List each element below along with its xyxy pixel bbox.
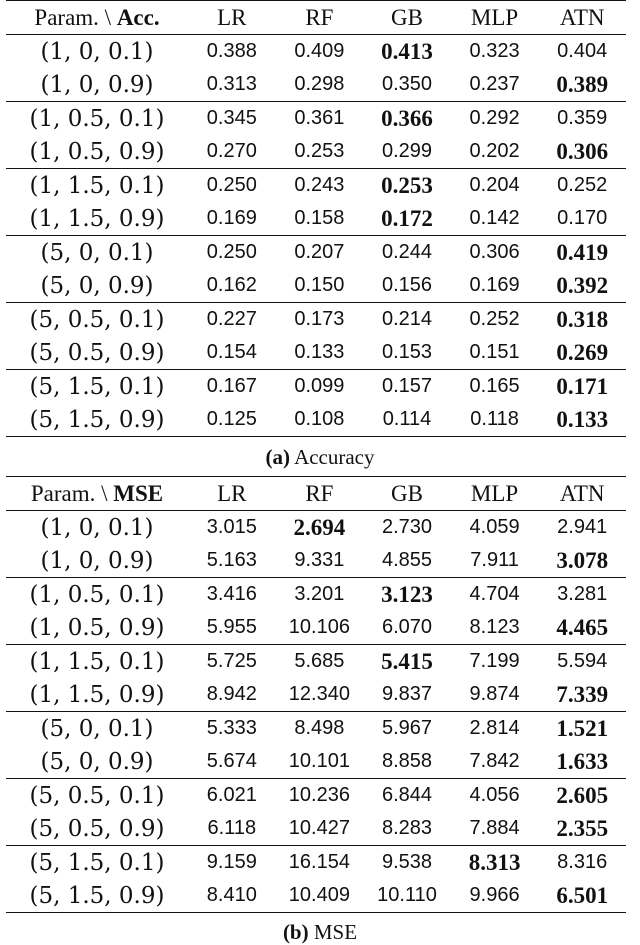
value-cell: 8.858 bbox=[381, 750, 433, 772]
value-cell: 9.331 bbox=[294, 549, 345, 571]
table-row bbox=[6, 269, 626, 303]
param-cell: (5, 0, 0.9) bbox=[40, 272, 154, 299]
value-cell: 0.388 bbox=[206, 40, 257, 62]
accuracy-header-row bbox=[6, 1, 626, 35]
mse-caption bbox=[0, 920, 640, 945]
value-cell: 0.306 bbox=[469, 241, 520, 263]
value-cell: 0.099 bbox=[294, 375, 345, 397]
value-cell: 0.214 bbox=[381, 308, 433, 330]
value-cell: 5.967 bbox=[381, 717, 433, 739]
param-cell: (5, 0, 0.1) bbox=[40, 715, 154, 742]
value-cell: 0.270 bbox=[206, 140, 257, 162]
column-header-mlp: MLP bbox=[470, 4, 519, 30]
value-cell: 10.427 bbox=[288, 817, 350, 839]
value-cell: 4.704 bbox=[469, 583, 520, 605]
value-cell: 5.333 bbox=[206, 717, 257, 739]
value-cell: 0.165 bbox=[469, 375, 520, 397]
param-cell: (5, 0.5, 0.9) bbox=[29, 339, 165, 366]
param-cell: (1, 0, 0.9) bbox=[40, 71, 154, 98]
value-cell: 0.154 bbox=[206, 341, 257, 363]
best-value-cell: 0.318 bbox=[556, 306, 609, 332]
table-row bbox=[6, 336, 626, 370]
value-cell: 4.059 bbox=[469, 516, 520, 538]
value-cell: 4.056 bbox=[469, 784, 520, 806]
best-value-cell: 0.269 bbox=[556, 339, 609, 365]
table-row bbox=[6, 511, 626, 545]
column-header-gb: GB bbox=[391, 4, 423, 30]
value-cell: 0.150 bbox=[294, 274, 345, 296]
best-value-cell: 4.465 bbox=[556, 614, 609, 640]
param-cell: (5, 1.5, 0.9) bbox=[29, 406, 165, 433]
best-value-cell: 0.171 bbox=[556, 373, 609, 399]
value-cell: 0.169 bbox=[206, 207, 257, 229]
value-cell: 8.410 bbox=[206, 884, 257, 906]
param-cell: (5, 0.5, 0.1) bbox=[29, 306, 165, 333]
value-cell: 0.204 bbox=[469, 174, 520, 196]
column-header-atn: ATN bbox=[559, 480, 605, 506]
value-cell: 10.106 bbox=[288, 616, 350, 638]
value-cell: 0.158 bbox=[294, 207, 345, 229]
best-value-cell: 2.355 bbox=[556, 815, 609, 841]
column-header-gb: GB bbox=[391, 480, 423, 506]
table-row bbox=[6, 611, 626, 645]
table-row bbox=[6, 202, 626, 236]
value-cell: 2.941 bbox=[557, 516, 608, 538]
value-cell: 0.252 bbox=[557, 174, 608, 196]
table-row bbox=[6, 645, 626, 679]
value-cell: 0.156 bbox=[381, 274, 433, 296]
column-header-rf: RF bbox=[305, 480, 334, 506]
best-value-cell: 3.123 bbox=[381, 581, 433, 607]
table-row bbox=[6, 68, 626, 102]
best-value-cell: 0.306 bbox=[556, 138, 609, 164]
table-row bbox=[6, 35, 626, 69]
value-cell: 0.253 bbox=[294, 140, 345, 162]
table-row bbox=[6, 578, 626, 612]
param-cell: (5, 0.5, 0.9) bbox=[29, 815, 165, 842]
value-cell: 3.416 bbox=[206, 583, 257, 605]
param-header bbox=[6, 1, 188, 35]
value-cell: 0.125 bbox=[206, 408, 257, 430]
table-row bbox=[6, 544, 626, 578]
table-row bbox=[6, 236, 626, 270]
value-cell: 0.151 bbox=[469, 341, 520, 363]
value-cell: 5.594 bbox=[557, 650, 608, 672]
value-cell: 10.409 bbox=[288, 884, 350, 906]
value-cell: 8.123 bbox=[469, 616, 520, 638]
table-row bbox=[6, 712, 626, 746]
table-row bbox=[6, 678, 626, 712]
value-cell: 0.114 bbox=[382, 408, 432, 430]
value-cell: 8.283 bbox=[381, 817, 433, 839]
value-cell: 5.725 bbox=[206, 650, 257, 672]
best-value-cell: 0.419 bbox=[556, 239, 609, 265]
best-value-cell: 0.413 bbox=[381, 38, 433, 64]
value-cell: 0.243 bbox=[294, 174, 345, 196]
best-value-cell: 0.389 bbox=[556, 71, 609, 97]
caption-label: (b) bbox=[282, 920, 309, 944]
value-cell: 0.108 bbox=[294, 408, 345, 430]
value-cell: 7.884 bbox=[469, 817, 520, 839]
best-value-cell: 5.415 bbox=[381, 648, 433, 674]
value-cell: 0.118 bbox=[470, 408, 519, 430]
param-cell: (1, 0, 0.1) bbox=[40, 514, 154, 541]
param-cell: (5, 0, 0.9) bbox=[40, 748, 154, 775]
caption-text: MSE bbox=[313, 920, 358, 944]
table-row bbox=[6, 879, 626, 913]
param-cell: (5, 0.5, 0.1) bbox=[29, 782, 165, 809]
value-cell: 5.685 bbox=[294, 650, 345, 672]
column-header-lr: LR bbox=[217, 4, 247, 30]
value-cell: 0.202 bbox=[469, 140, 520, 162]
value-cell: 5.955 bbox=[206, 616, 257, 638]
value-cell: 8.498 bbox=[294, 717, 345, 739]
value-cell: 6.070 bbox=[381, 616, 433, 638]
best-value-cell: 8.313 bbox=[468, 849, 521, 875]
value-cell: 8.316 bbox=[557, 851, 608, 873]
value-cell: 9.159 bbox=[206, 851, 257, 873]
value-cell: 0.313 bbox=[206, 73, 257, 95]
value-cell: 0.169 bbox=[469, 274, 520, 296]
mse-header-row bbox=[6, 477, 626, 511]
table-row bbox=[6, 102, 626, 136]
value-cell: 9.538 bbox=[381, 851, 433, 873]
value-cell: 0.227 bbox=[206, 308, 257, 330]
metric-header-label: Acc. bbox=[116, 4, 160, 30]
column-header-lr: LR bbox=[217, 480, 247, 506]
table-row bbox=[6, 169, 626, 203]
value-cell: 0.237 bbox=[469, 73, 520, 95]
best-value-cell: 1.633 bbox=[556, 748, 609, 774]
value-cell: 0.133 bbox=[294, 341, 345, 363]
value-cell: 0.250 bbox=[206, 241, 257, 263]
value-cell: 10.110 bbox=[377, 884, 437, 906]
value-cell: 9.837 bbox=[381, 683, 433, 705]
best-value-cell: 0.253 bbox=[381, 172, 433, 198]
value-cell: 2.814 bbox=[469, 717, 520, 739]
best-value-cell: 0.133 bbox=[556, 406, 609, 432]
value-cell: 0.250 bbox=[206, 174, 257, 196]
value-cell: 0.244 bbox=[381, 241, 433, 263]
value-cell: 0.207 bbox=[294, 241, 345, 263]
accuracy-caption bbox=[0, 445, 640, 470]
table-row bbox=[6, 745, 626, 779]
value-cell: 0.345 bbox=[206, 107, 257, 129]
table-row bbox=[6, 303, 626, 337]
value-cell: 0.359 bbox=[557, 107, 608, 129]
caption-text: Accuracy bbox=[294, 445, 375, 469]
value-cell: 5.674 bbox=[206, 750, 257, 772]
value-cell: 0.404 bbox=[557, 40, 608, 62]
table-row bbox=[6, 812, 626, 846]
value-cell: 9.874 bbox=[469, 683, 520, 705]
table-row bbox=[6, 135, 626, 169]
table-row bbox=[6, 779, 626, 813]
value-cell: 9.966 bbox=[469, 884, 520, 906]
value-cell: 0.142 bbox=[469, 207, 520, 229]
value-cell: 0.167 bbox=[206, 375, 257, 397]
param-cell: (1, 0, 0.9) bbox=[40, 547, 154, 574]
mse-table bbox=[6, 476, 626, 913]
value-cell: 2.730 bbox=[381, 516, 433, 538]
value-cell: 7.199 bbox=[469, 650, 520, 672]
table-row bbox=[6, 370, 626, 404]
value-cell: 0.409 bbox=[294, 40, 345, 62]
accuracy-table bbox=[6, 0, 626, 437]
value-cell: 0.173 bbox=[294, 308, 345, 330]
value-cell: 3.281 bbox=[557, 583, 608, 605]
value-cell: 0.350 bbox=[381, 73, 433, 95]
column-header-atn: ATN bbox=[559, 4, 605, 30]
param-cell: (1, 1.5, 0.9) bbox=[29, 681, 165, 708]
value-cell: 0.292 bbox=[469, 107, 520, 129]
table-row bbox=[6, 403, 626, 437]
param-cell: (5, 1.5, 0.1) bbox=[29, 373, 165, 400]
value-cell: 10.236 bbox=[288, 784, 350, 806]
param-cell: (1, 1.5, 0.9) bbox=[29, 205, 165, 232]
param-cell: (1, 0.5, 0.1) bbox=[29, 581, 165, 608]
best-value-cell: 7.339 bbox=[556, 681, 609, 707]
column-header-mlp: MLP bbox=[470, 480, 519, 506]
table-row bbox=[6, 846, 626, 880]
best-value-cell: 3.078 bbox=[556, 547, 609, 573]
value-cell: 0.299 bbox=[381, 140, 433, 162]
param-cell: (5, 1.5, 0.9) bbox=[29, 882, 165, 909]
value-cell: 8.942 bbox=[206, 683, 257, 705]
value-cell: 0.361 bbox=[294, 107, 345, 129]
param-cell: (5, 0, 0.1) bbox=[40, 239, 154, 266]
caption-label: (a) bbox=[265, 445, 290, 469]
value-cell: 0.252 bbox=[469, 308, 520, 330]
value-cell: 12.340 bbox=[288, 683, 350, 705]
value-cell: 7.911 bbox=[470, 549, 519, 571]
value-cell: 0.157 bbox=[381, 375, 433, 397]
param-cell: (5, 1.5, 0.1) bbox=[29, 849, 165, 876]
best-value-cell: 6.501 bbox=[556, 882, 609, 908]
best-value-cell: 2.605 bbox=[556, 782, 609, 808]
param-header bbox=[6, 477, 188, 511]
value-cell: 10.101 bbox=[288, 750, 350, 772]
value-cell: 3.201 bbox=[294, 583, 345, 605]
param-cell: (1, 1.5, 0.1) bbox=[29, 172, 165, 199]
value-cell: 4.855 bbox=[381, 549, 433, 571]
value-cell: 6.118 bbox=[207, 817, 257, 839]
param-header-label: Param. \ bbox=[34, 4, 112, 30]
value-cell: 6.021 bbox=[206, 784, 257, 806]
best-value-cell: 2.694 bbox=[293, 514, 346, 540]
param-cell: (1, 0, 0.1) bbox=[40, 38, 154, 65]
param-header-label: Param. \ bbox=[30, 480, 108, 506]
value-cell: 6.844 bbox=[381, 784, 433, 806]
param-cell: (1, 0.5, 0.9) bbox=[29, 614, 165, 641]
value-cell: 5.163 bbox=[206, 549, 257, 571]
best-value-cell: 1.521 bbox=[556, 715, 609, 741]
column-header-rf: RF bbox=[305, 4, 334, 30]
best-value-cell: 0.172 bbox=[381, 205, 433, 231]
param-cell: (1, 1.5, 0.1) bbox=[29, 648, 165, 675]
value-cell: 0.153 bbox=[381, 341, 433, 363]
best-value-cell: 0.366 bbox=[381, 105, 433, 131]
value-cell: 0.170 bbox=[557, 207, 608, 229]
value-cell: 0.298 bbox=[294, 73, 345, 95]
value-cell: 0.323 bbox=[469, 40, 520, 62]
value-cell: 3.015 bbox=[206, 516, 257, 538]
value-cell: 0.162 bbox=[206, 274, 257, 296]
param-cell: (1, 0.5, 0.9) bbox=[29, 138, 165, 165]
value-cell: 7.842 bbox=[469, 750, 520, 772]
param-cell: (1, 0.5, 0.1) bbox=[29, 105, 165, 132]
best-value-cell: 0.392 bbox=[556, 272, 609, 298]
value-cell: 16.154 bbox=[288, 851, 350, 873]
metric-header-label: MSE bbox=[113, 480, 164, 506]
